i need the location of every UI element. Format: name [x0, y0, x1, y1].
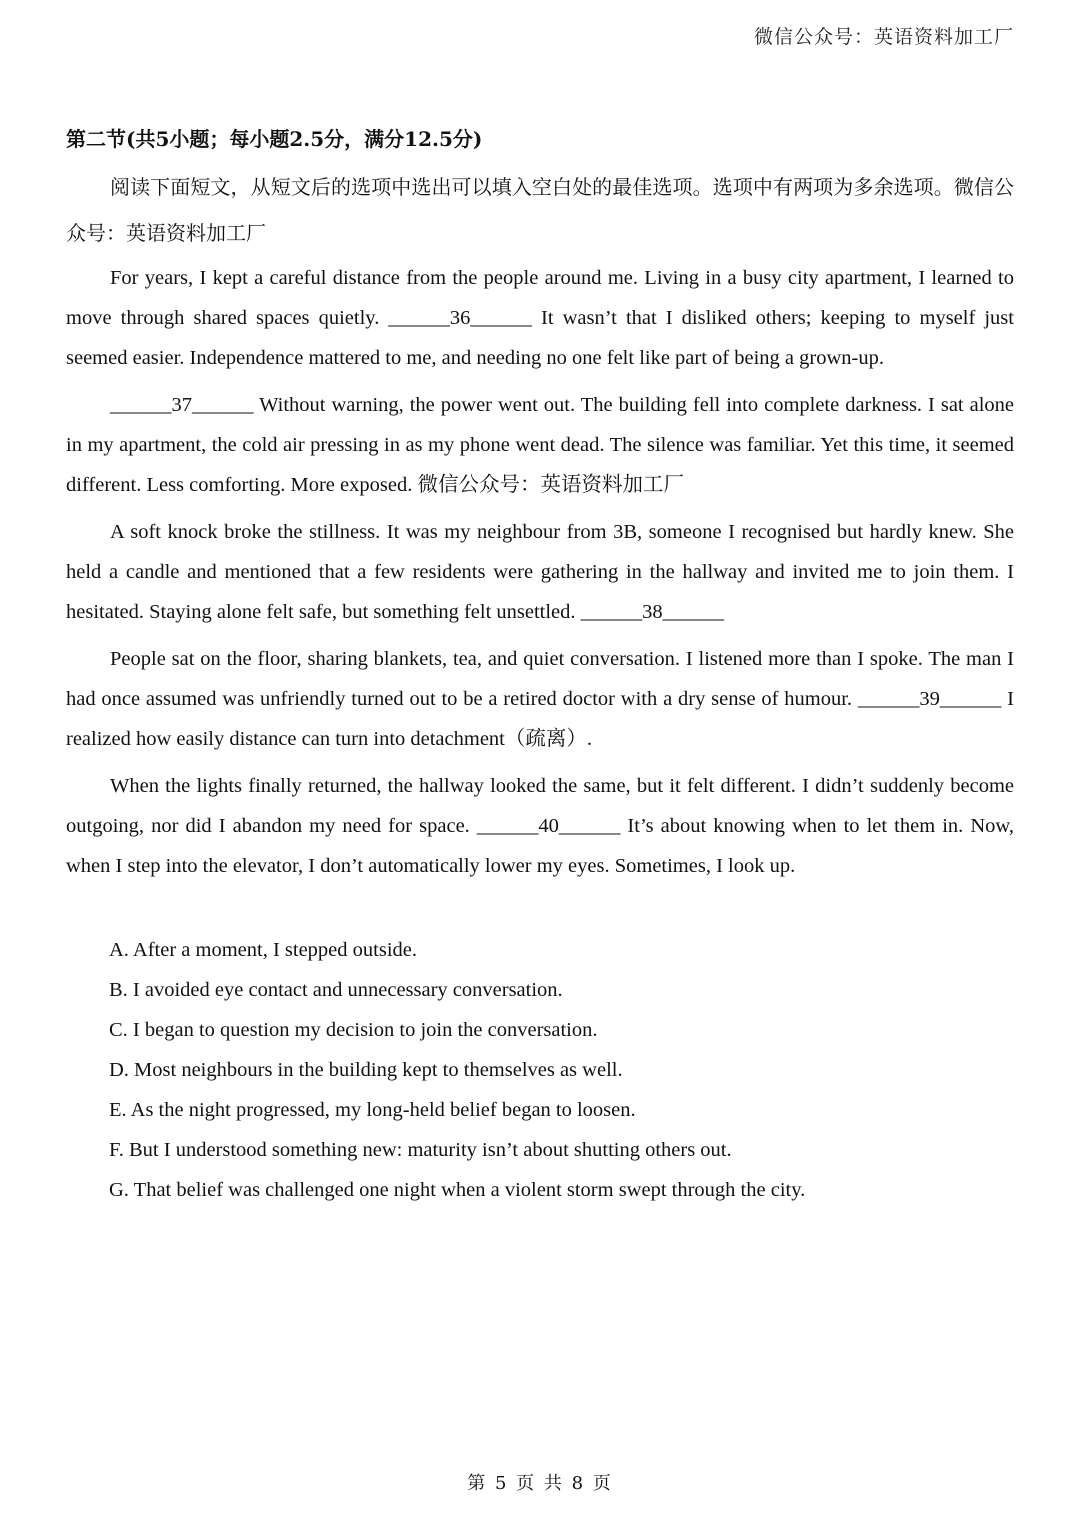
section-title: 第二节(共5小题；每小题2.5分，满分12.5分) [66, 127, 483, 151]
paragraph-text: It wasn’t that I disliked others; keeping to myself just seemed easier. Independence mattered to me, and needing no one felt like part of being a grown-up. [66, 307, 1014, 369]
blank-37: ______37______ [110, 394, 254, 416]
paragraph-text: I realized how easily distance can turn into detachment（疏离）. [66, 688, 1014, 750]
option-d: D. Most neighbours in the building kept to themselves as well. [109, 1059, 623, 1081]
paragraph-text: Without warning, the power went out. The building fell into complete darkness. I sat alone in my apartment, the cold air pressing in as my phone went dead. The silence was familiar. Yet this time, it seemed different. Less comforting. More exposed. 微信公众号：英语资料加工厂 [66, 394, 1014, 496]
paragraph-text: When the lights finally returned, the hallway looked the same, but it felt different. I didn’t suddenly become outgoing, nor did I abandon my need for space. [66, 775, 1014, 837]
option-c: C. I began to question my decision to join the conversation. [109, 1019, 598, 1041]
passage-paragraph-2 [66, 385, 1014, 505]
option-a: A. After a moment, I stepped outside. [109, 939, 418, 961]
paragraph-text: It’s about knowing when to let them in. Now, when I step into the elevator, I don’t automatically lower my eyes. Sometimes, I look up. [66, 815, 1014, 877]
passage-paragraph-4 [66, 639, 1014, 759]
blank-39: ______39______ [857, 688, 1002, 710]
document-body [66, 120, 1014, 1210]
paragraph-text: People sat on the floor, sharing blankets, tea, and quiet conversation. I listened more than I spoke. The man I had once assumed was unfriendly turned out to be a retired doctor with a dry sense of humour. [66, 648, 1014, 710]
option-b: B. I avoided eye contact and unnecessary conversation. [109, 979, 563, 1001]
header-source-note: 微信公众号：英语资料加工厂 [753, 26, 1014, 48]
paragraph-text: For years, I kept a careful distance from the people around me. Living in a busy city apartment, I learned to move through shared spaces quietly. [66, 267, 1014, 329]
option-e: E. As the night progressed, my long-held belief began to loosen. [109, 1099, 636, 1121]
option-g: G. That belief was challenged one night when a violent storm swept through the city. [109, 1179, 806, 1201]
blank-40: ______40______ [476, 815, 621, 837]
blank-38: ______38______ [580, 601, 725, 623]
section-instructions: 阅读下面短文，从短文后的选项中选出可以填入空白处的最佳选项。选项中有两项为多余选项。微信公众号：英语资料加工厂 [66, 175, 1014, 245]
paragraph-text: A soft knock broke the stillness. It was my neighbour from 3B, someone I recognised but hardly knew. She held a candle and mentioned that a few residents were gathering in the hallway and invited me to join them. I hesitated. Staying alone felt safe, but something felt unsettled. [66, 521, 1014, 623]
page-number: 第 5 页 共 8 页 [467, 1473, 613, 1494]
passage-paragraph-3 [66, 512, 1014, 632]
passage-paragraph-5 [66, 766, 1014, 886]
option-f: F. But I understood something new: maturity isn’t about shutting others out. [109, 1139, 732, 1161]
passage-paragraph-1 [66, 258, 1014, 378]
blank-36: ______36______ [388, 307, 532, 329]
answer-options [66, 930, 1014, 1210]
